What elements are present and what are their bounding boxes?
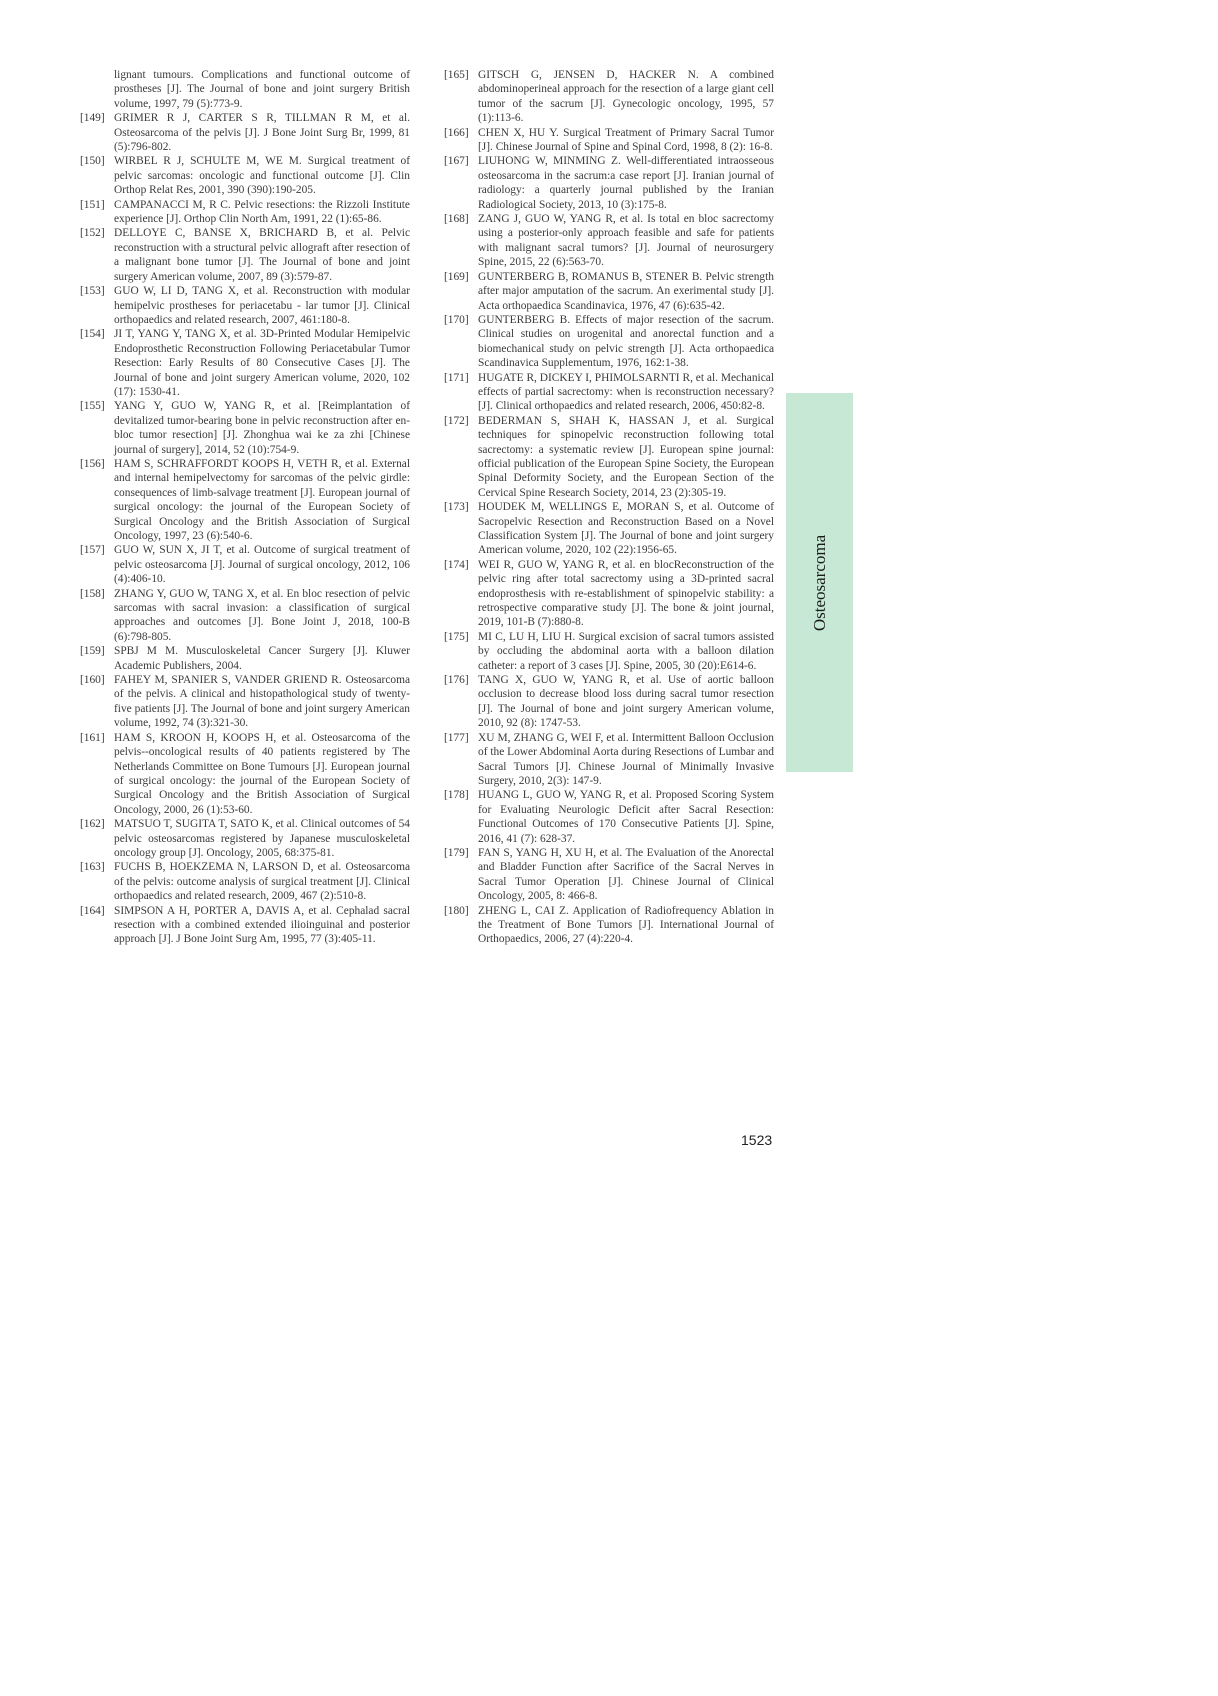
reference-entry: [80, 673, 410, 731]
reference-entry: [444, 212, 774, 270]
reference-text: FAN S, YANG H, XU H, et al. The Evaluation of the Anorectal and Bladder Function after Sacrifice of the Sacral Nerves in Sacral Tumor Operation [J]. Chinese Journal of Clinical Oncology, 2005, 8: 466-8.: [478, 846, 774, 903]
reference-number: [156]: [80, 457, 105, 470]
reference-entry: [80, 399, 410, 457]
reference-entry: [80, 226, 410, 284]
section-side-tab: [786, 393, 853, 772]
reference-text: YANG Y, GUO W, YANG R, et al. [Reimplantation of devitalized tumor-bearing bone in pelvic reconstruction after en-bloc tumor resection] [J]. Zhonghua wai ke za zhi [Chinese journal of surgery], 2014, 52 (10):754-9.: [114, 400, 410, 456]
reference-text: GITSCH G, JENSEN D, HACKER N. A combined abdominoperineal approach for the resection of a large giant cell tumor of the sacrum [J]. Gynecologic oncology, 1995, 57 (1):113-6.: [478, 69, 774, 125]
reference-entry: [80, 154, 410, 197]
reference-number: [162]: [80, 818, 105, 831]
reference-text: HUANG L, GUO W, YANG R, et al. Proposed Scoring System for Evaluating Neurologic Deficit after Sacral Resection: Functional Outcomes of 170 Consecutive Patients [J]. Spine, 2016, 41 (7): 628-37.: [478, 789, 774, 845]
reference-entry: [444, 154, 774, 212]
reference-text: HAM S, SCHRAFFORDT KOOPS H, VETH R, et al. External and internal hemipelvectomy for sarcomas of the pelvic girdle: consequences of limb-salvage treatment [J]. European journal of surgical oncology: the journal of the European Society of Surgical Oncology and the British Association of Surgical Oncology, 1997, 23 (6):540-6.: [114, 457, 410, 542]
reference-entry: [444, 126, 774, 155]
reference-entry: [444, 270, 774, 313]
reference-entry: [80, 284, 410, 327]
reference-text: MATSUO T, SUGITA T, SATO K, et al. Clinical outcomes of 54 pelvic osteosarcomas registered by Japanese musculoskeletal oncology group [J]. Oncology, 2005, 68:375-81.: [114, 818, 410, 859]
reference-entry: [444, 630, 774, 673]
reference-number: [150]: [80, 155, 105, 168]
reference-entry: [80, 644, 410, 673]
reference-number: [167]: [444, 155, 469, 168]
reference-entry: [444, 904, 774, 947]
reference-entry: [80, 731, 410, 817]
reference-text: WIRBEL R J, SCHULTE M, WE M. Surgical treatment of pelvic sarcomas: oncologic and functional outcome [J]. Clin Orthop Relat Res, 2001, 390 (390):190-205.: [114, 155, 410, 197]
reference-number: [172]: [444, 414, 469, 427]
reference-text: GUO W, SUN X, JI T, et al. Outcome of surgical treatment of pelvic osteosarcoma [J]. Journal of surgical oncology, 2012, 106 (4):406-10.: [114, 544, 410, 586]
reference-entry: [80, 543, 410, 586]
reference-entry: [80, 817, 410, 860]
reference-number: [179]: [444, 846, 469, 859]
reference-entry: [444, 313, 774, 371]
reference-text: FUCHS B, HOEKZEMA N, LARSON D, et al. Osteosarcoma of the pelvis: outcome analysis of surgical treatment [J]. Clinical orthopaedics and related research, 2009, 467 (2):510-8.: [114, 861, 410, 903]
reference-text: GRIMER R J, CARTER S R, TILLMAN R M, et al. Osteosarcoma of the pelvis [J]. J Bone Joint Surg Br, 1999, 81 (5):796-802.: [114, 112, 410, 154]
reference-text: SIMPSON A H, PORTER A, DAVIS A, et al. Cephalad sacral resection with a combined extended ilioinguinal and posterior approach [J]. J Bone Joint Surg Am, 1995, 77 (3):405-11.: [114, 904, 410, 946]
reference-number: [151]: [80, 198, 105, 211]
reference-entry: [444, 500, 774, 558]
reference-number: [173]: [444, 501, 469, 514]
reference-entry: [80, 111, 410, 154]
reference-number: [166]: [444, 126, 469, 139]
reference-entry: [444, 68, 774, 126]
reference-number: [168]: [444, 213, 469, 226]
reference-text: JI T, YANG Y, TANG X, et al. 3D-Printed Modular Hemipelvic Endoprosthetic Reconstruction Following Periacetabular Tumor Resection: Early Results of 80 Consecutive Cases [J]. The Journal of bone and joint surgery American volume, 2020, 102 (17): 1530-41.: [114, 328, 410, 398]
reference-column-right: [444, 68, 774, 947]
reference-number: [155]: [80, 400, 105, 413]
reference-text: ZANG J, GUO W, YANG R, et al. Is total en bloc sacrectomy using a posterior-only approach feasible and safe for patients with malignant sacral tumors? [J]. Journal of neurosurgery Spine, 2015, 22 (6):563-70.: [478, 213, 774, 269]
reference-entry: [444, 371, 774, 414]
reference-text: HAM S, KROON H, KOOPS H, et al. Osteosarcoma of the pelvis--oncological results of 40 patients registered by The Netherlands Committee on Bone Tumours [J]. European journal of surgical oncology: the journal of the European Society of Surgical Oncology and the British Association of Surgical Oncology, 2000, 26 (1):53-60.: [114, 731, 410, 816]
reference-entry: [80, 860, 410, 903]
reference-list-left: [80, 111, 410, 947]
reference-entry: [444, 731, 774, 789]
reference-text: XU M, ZHANG G, WEI F, et al. Intermittent Balloon Occlusion of the Lower Abdominal Aorta during Resections of Lumbar and Sacral Tumors [J]. Chinese Journal of Minimally Invasive Surgery, 2010, 2(3): 147-9.: [478, 731, 774, 787]
reference-number: [180]: [444, 904, 469, 917]
reference-number: [174]: [444, 558, 469, 571]
reference-text: ZHENG L, CAI Z. Application of Radiofrequency Ablation in the Treatment of Bone Tumors [J]. International Journal of Orthopaedics, 2006, 27 (4):220-4.: [478, 904, 774, 946]
reference-entry: [80, 198, 410, 227]
reference-text: GUNTERBERG B, ROMANUS B, STENER B. Pelvic strength after major amputation of the sacrum. An exerimental study [J]. Acta orthopaedica Scandinavica, 1976, 47 (6):635-42.: [478, 270, 774, 312]
reference-number: [152]: [80, 227, 105, 240]
reference-number: [175]: [444, 630, 469, 643]
reference-list-right: [444, 68, 774, 947]
reference-number: [169]: [444, 270, 469, 283]
reference-continuation: lignant tumours. Complications and functional outcome of prostheses [J]. The Journal of bone and joint surgery British volume, 1997, 79 (5):773-9.: [114, 69, 410, 110]
reference-number: [159]: [80, 645, 105, 658]
reference-text: CHEN X, HU Y. Surgical Treatment of Primary Sacral Tumor [J]. Chinese Journal of Spine and Spinal Cord, 1998, 8 (2): 16-8.: [478, 126, 774, 154]
reference-text: SPBJ M M. Musculoskeletal Cancer Surgery [J]. Kluwer Academic Publishers, 2004.: [114, 645, 410, 672]
section-tab-label: Osteosarcoma: [809, 534, 829, 631]
reference-number: [164]: [80, 904, 105, 917]
reference-entry: [444, 673, 774, 731]
reference-entry: [444, 558, 774, 630]
reference-text: TANG X, GUO W, YANG R, et al. Use of aortic balloon occlusion to decrease blood loss during sacral tumor resection [J]. The Journal of bone and joint surgery American volume, 2010, 92 (8): 1747-53.: [478, 674, 774, 730]
reference-text: HUGATE R, DICKEY I, PHIMOLSARNTI R, et al. Mechanical effects of partial sacrectomy: when is reconstruction necessary? [J]. Clinical orthopaedics and related research, 2006, 450:82-8.: [478, 371, 774, 413]
reference-number: [163]: [80, 861, 105, 874]
reference-text: ZHANG Y, GUO W, TANG X, et al. En bloc resection of pelvic sarcomas with sacral invasion: a classification of surgical approaches and outcomes [J]. Bone Joint J, 2018, 100-B (6):798-805.: [114, 587, 410, 643]
reference-entry: [80, 327, 410, 399]
reference-text: FAHEY M, SPANIER S, VANDER GRIEND R. Osteosarcoma of the pelvis. A clinical and histopathological study of twenty-five patients [J]. The Journal of bone and joint surgery American volume, 1992, 74 (3):321-30.: [114, 674, 410, 730]
reference-number: [177]: [444, 731, 469, 744]
reference-text: LIUHONG W, MINMING Z. Well-differentiated intraosseous osteosarcoma in the sacrum:a case report [J]. Iranian journal of radiology: a quarterly journal published by the Iranian Radiological Society, 2013, 10 (3):175-8.: [478, 155, 774, 211]
reference-text: WEI R, GUO W, YANG R, et al. en blocReconstruction of the pelvic ring after total sacrectomy using a 3D-printed sacral endoprosthesis with re-establishment of spinopelvic stability: a retrospective comparative study [J]. The bone & joint journal, 2019, 101-B (7):880-8.: [478, 558, 774, 629]
reference-text: HOUDEK M, WELLINGS E, MORAN S, et al. Outcome of Sacropelvic Resection and Reconstruction Based on a Novel Classification System [J]. The Journal of bone and joint surgery American volume, 2020, 102 (22):1956-65.: [478, 501, 774, 557]
reference-number: [170]: [444, 313, 469, 326]
reference-column-left: [80, 68, 410, 947]
reference-number: [160]: [80, 674, 105, 687]
reference-number: [165]: [444, 69, 469, 81]
reference-number: [153]: [80, 285, 105, 298]
reference-entry: [80, 904, 410, 947]
reference-number: [157]: [80, 544, 105, 557]
reference-text: CAMPANACCI M, R C. Pelvic resections: the Rizzoli Institute experience [J]. Orthop Clin North Am, 1991, 22 (1):65-86.: [114, 198, 410, 226]
reference-number: [149]: [80, 112, 105, 125]
reference-entry: [80, 457, 410, 543]
reference-number: [154]: [80, 328, 105, 341]
reference-text: GUO W, LI D, TANG X, et al. Reconstruction with modular hemipelvic prostheses for periacetabu - lar tumor [J]. Clinical orthopaedics and related research, 2007, 461:180-8.: [114, 285, 410, 326]
reference-entry: [444, 788, 774, 846]
page-number: 1523: [741, 1132, 773, 1148]
reference-entry: [444, 414, 774, 500]
reference-text: GUNTERBERG B. Effects of major resection of the sacrum. Clinical studies on urogenital and anorectal function and a biomechanical study on pelvic strength [J]. Acta orthopaedica Scandinavica Supplementum, 1976, 162:1-38.: [478, 313, 774, 370]
reference-text: BEDERMAN S, SHAH K, HASSAN J, et al. Surgical techniques for spinopelvic reconstruction following total sacrectomy: a systematic review [J]. European spine journal: official publication of the European Spine Society, the European Spinal Deformity Society, and the European Section of the Cervical Spine Research Society, 2014, 23 (2):305-19.: [478, 414, 774, 499]
reference-number: [178]: [444, 789, 469, 802]
reference-number: [161]: [80, 731, 105, 744]
reference-entry: [80, 587, 410, 645]
reference-text: DELLOYE C, BANSE X, BRICHARD B, et al. Pelvic reconstruction with a structural pelvic allograft after resection of a malignant bone tumor [J]. The Journal of bone and joint surgery American volume, 2007, 89 (3):579-87.: [114, 227, 410, 283]
reference-number: [171]: [444, 371, 469, 384]
reference-number: [176]: [444, 674, 469, 687]
reference-entry: [444, 846, 774, 904]
reference-number: [158]: [80, 587, 105, 600]
reference-text: MI C, LU H, LIU H. Surgical excision of sacral tumors assisted by occluding the abdominal aorta with a balloon dilation catheter: a report of 3 cases [J]. Spine, 2005, 30 (20):E614-6.: [478, 630, 774, 672]
